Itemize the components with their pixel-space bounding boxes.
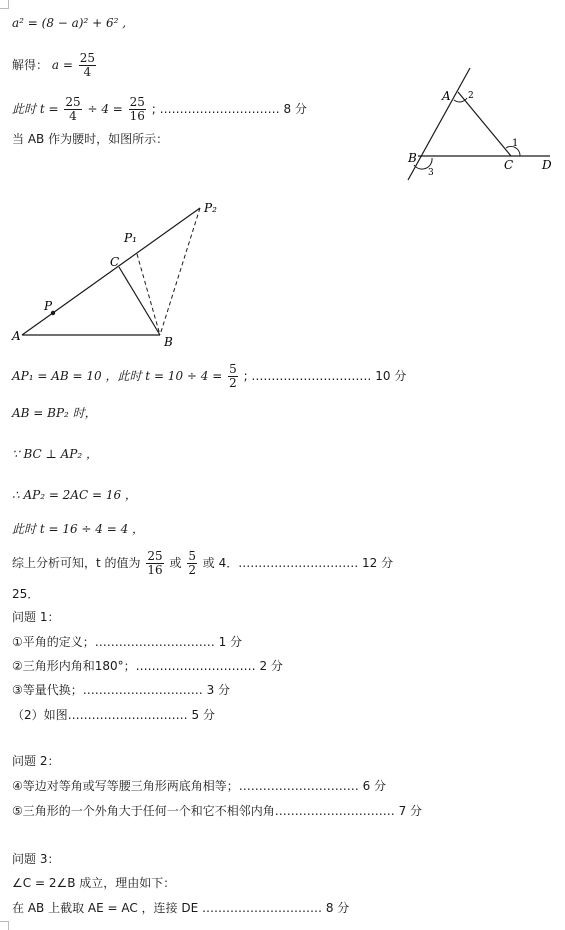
- fraction-denominator: 16: [147, 563, 163, 577]
- solve-label: 解得：: [12, 58, 49, 72]
- score-8: ; ………………………… 8 分: [151, 102, 307, 116]
- line-ac: [458, 92, 511, 156]
- fraction-numerator: 5: [188, 549, 196, 563]
- fraction-denominator: 2: [188, 563, 196, 577]
- page-corner-top-left: [0, 0, 9, 9]
- item-figure: （2）如图………………………… 5 分: [12, 708, 215, 722]
- problem-1-heading: 问题 1：: [12, 610, 60, 624]
- construction-line: 在 AB 上截取 AE = AC ，连接 DE ………………………… 8 分: [12, 901, 350, 915]
- fraction-5-2: [228, 363, 238, 390]
- label-c: C: [504, 158, 514, 172]
- label-angle-2: 2: [468, 91, 474, 101]
- label-b: B: [164, 335, 173, 349]
- item-3: ③等量代换；………………………… 3 分: [12, 683, 231, 697]
- bc-perp-line: ∵ BC ⊥ AP₂ ，: [12, 447, 98, 461]
- solve-lhs: a =: [51, 58, 73, 72]
- fraction-denominator: 4: [83, 65, 92, 79]
- ap2-line: ∴ AP₂ = 2AC = 16 ，: [12, 488, 137, 502]
- line-p1b-dashed: [137, 254, 160, 335]
- label-angle-1: 1: [512, 138, 519, 149]
- claim-line: ∠C = 2∠B 成立，理由如下：: [12, 876, 176, 890]
- score-12: 或 4．………………………… 12 分: [202, 556, 394, 570]
- label-p2: P₂: [204, 201, 217, 215]
- summary-line: [12, 550, 393, 577]
- fraction-numerator: 25: [65, 95, 81, 109]
- time-line-3: 此时 t = 16 ÷ 4 = 4 ，: [12, 522, 145, 536]
- fraction-25-4: [79, 52, 96, 79]
- item-1: ①平角的定义；………………………… 1 分: [12, 635, 243, 649]
- label-a: A: [442, 89, 451, 103]
- summary-text: 综上分析可知，t 的值为: [12, 556, 141, 570]
- label-p1: P₁: [124, 231, 137, 245]
- summary-or: 或: [169, 556, 182, 570]
- page-corner-bottom-left: [0, 921, 9, 930]
- fraction-numerator: 5: [229, 362, 237, 376]
- fraction-5-2-b: [187, 550, 197, 577]
- fraction-25-4-b: [64, 96, 81, 123]
- ap1-line: [12, 363, 406, 390]
- label-b: B: [408, 151, 417, 165]
- label-c: C: [110, 255, 120, 269]
- problem-2-heading: 问题 2：: [12, 754, 60, 768]
- fraction-numerator: 25: [79, 51, 95, 65]
- time-divide: ÷ 4 =: [87, 102, 123, 116]
- fraction-denominator: 16: [129, 109, 145, 123]
- line-cb: [119, 267, 160, 335]
- line-ba-extended: [408, 68, 470, 180]
- line-ap2: [22, 208, 200, 335]
- equation-line-1: a² = (8 − a)² + 6² ,: [12, 16, 127, 30]
- solve-line: [12, 52, 98, 79]
- label-angle-3: 3: [428, 168, 434, 178]
- fraction-25-16: [129, 96, 146, 123]
- item-2: ②三角形内角和180°；………………………… 2 分: [12, 659, 283, 673]
- time-line-1: [12, 96, 307, 123]
- fraction-numerator: 25: [147, 549, 163, 563]
- fraction-denominator: 2: [229, 376, 237, 390]
- figure-isosceles-cases: [0, 190, 230, 352]
- label-p: P: [44, 299, 53, 313]
- fraction-denominator: 4: [69, 109, 77, 123]
- time-lhs: 此时 t =: [12, 102, 59, 116]
- fraction-25-16-b: [146, 550, 163, 577]
- problem-3-heading: 问题 3：: [12, 852, 60, 866]
- item-5: ⑤三角形的一个外角大于任何一个和它不相邻内角………………………… 7 分: [12, 804, 423, 818]
- score-10: ; ………………………… 10 分: [243, 369, 407, 383]
- line-p2b-dashed: [160, 208, 200, 335]
- question-number-25: 25．: [12, 587, 40, 601]
- ap1-equation: AP₁ = AB = 10 ，此时 t = 10 ÷ 4 =: [12, 369, 223, 383]
- fraction-numerator: 25: [129, 95, 145, 109]
- leg-case-line: 当 AB 作为腰时，如图所示：: [12, 132, 169, 146]
- item-4: ④等边对等角或写等腰三角形两底角相等；………………………… 6 分: [12, 779, 387, 793]
- label-d: D: [542, 158, 552, 172]
- ab-bp2-line: AB = BP₂ 时，: [12, 406, 97, 420]
- label-a: A: [12, 329, 21, 343]
- figure-triangle-exterior-angle: [400, 62, 565, 187]
